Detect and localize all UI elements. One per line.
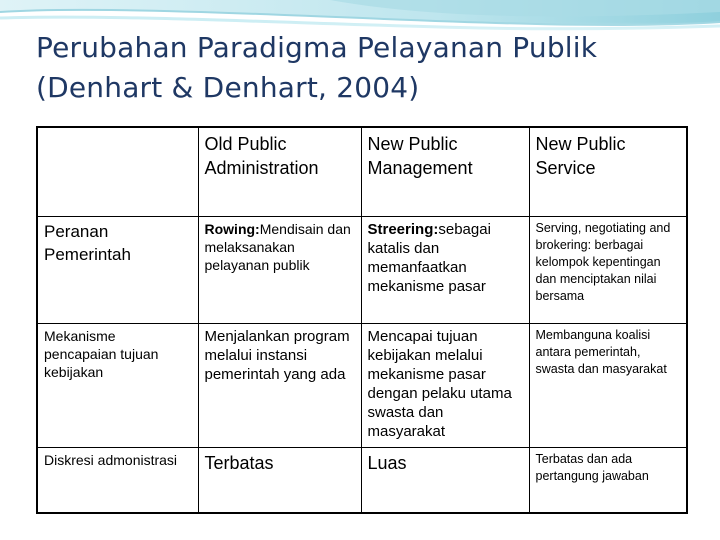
table-row [37,216,687,323]
cell-opa-peranan-keyword: Rowing: [204,220,260,237]
table-row [37,323,687,447]
slide-title [36,28,696,108]
row-label-diskresi: Diskresi admonistrasi [37,447,198,513]
table-header-row [37,127,687,216]
row-label-mekanisme: Mekanisme pencapaian tujuan kebijakan [37,323,198,447]
cell-opa-diskresi: Terbatas [198,447,361,513]
header-new-public-management: New Public Management [361,127,529,216]
cell-opa-mekanisme: Menjalankan program melalui instansi pemerintah yang ada [198,323,361,447]
slide-title-line1: Perubahan Paradigma Pelayanan Publik [36,31,598,64]
header-old-public-administration: Old Public Administration [198,127,361,216]
slide-title-line2: (Denhart & Denhart, 2004) [36,71,420,104]
cell-npm-peranan-keyword: Streering: [367,220,439,238]
table-row [37,447,687,513]
cell-npm-diskresi: Luas [361,447,529,513]
header-cell-empty [37,127,198,216]
cell-npm-mekanisme: Mencapai tujuan kebijakan melalui mekanisme pasar dengan pelaku utama swasta dan masyarakat [361,323,529,447]
row-label-peranan-pemerintah: Peranan Pemerintah [37,216,198,323]
cell-npm-peranan-text: sebagai katalis dan memanfaatkan mekanisme pasar [367,220,491,295]
cell-nps-mekanisme: Membanguna koalisi antara pemerintah, swasta dan masyarakat [529,323,687,447]
paradigm-comparison-table [36,126,688,514]
cell-nps-diskresi: Terbatas dan ada pertangung jawaban [529,447,687,513]
cell-opa-peranan [198,216,361,323]
cell-npm-peranan [361,216,529,323]
cell-nps-peranan: Serving, negotiating and brokering: berbagai kelompok kepentingan dan menciptakan nilai bersama [529,216,687,323]
header-new-public-service: New Public Service [529,127,687,216]
cell-opa-peranan-text: Mendisain dan melaksanakan pelayanan publik [204,220,351,273]
